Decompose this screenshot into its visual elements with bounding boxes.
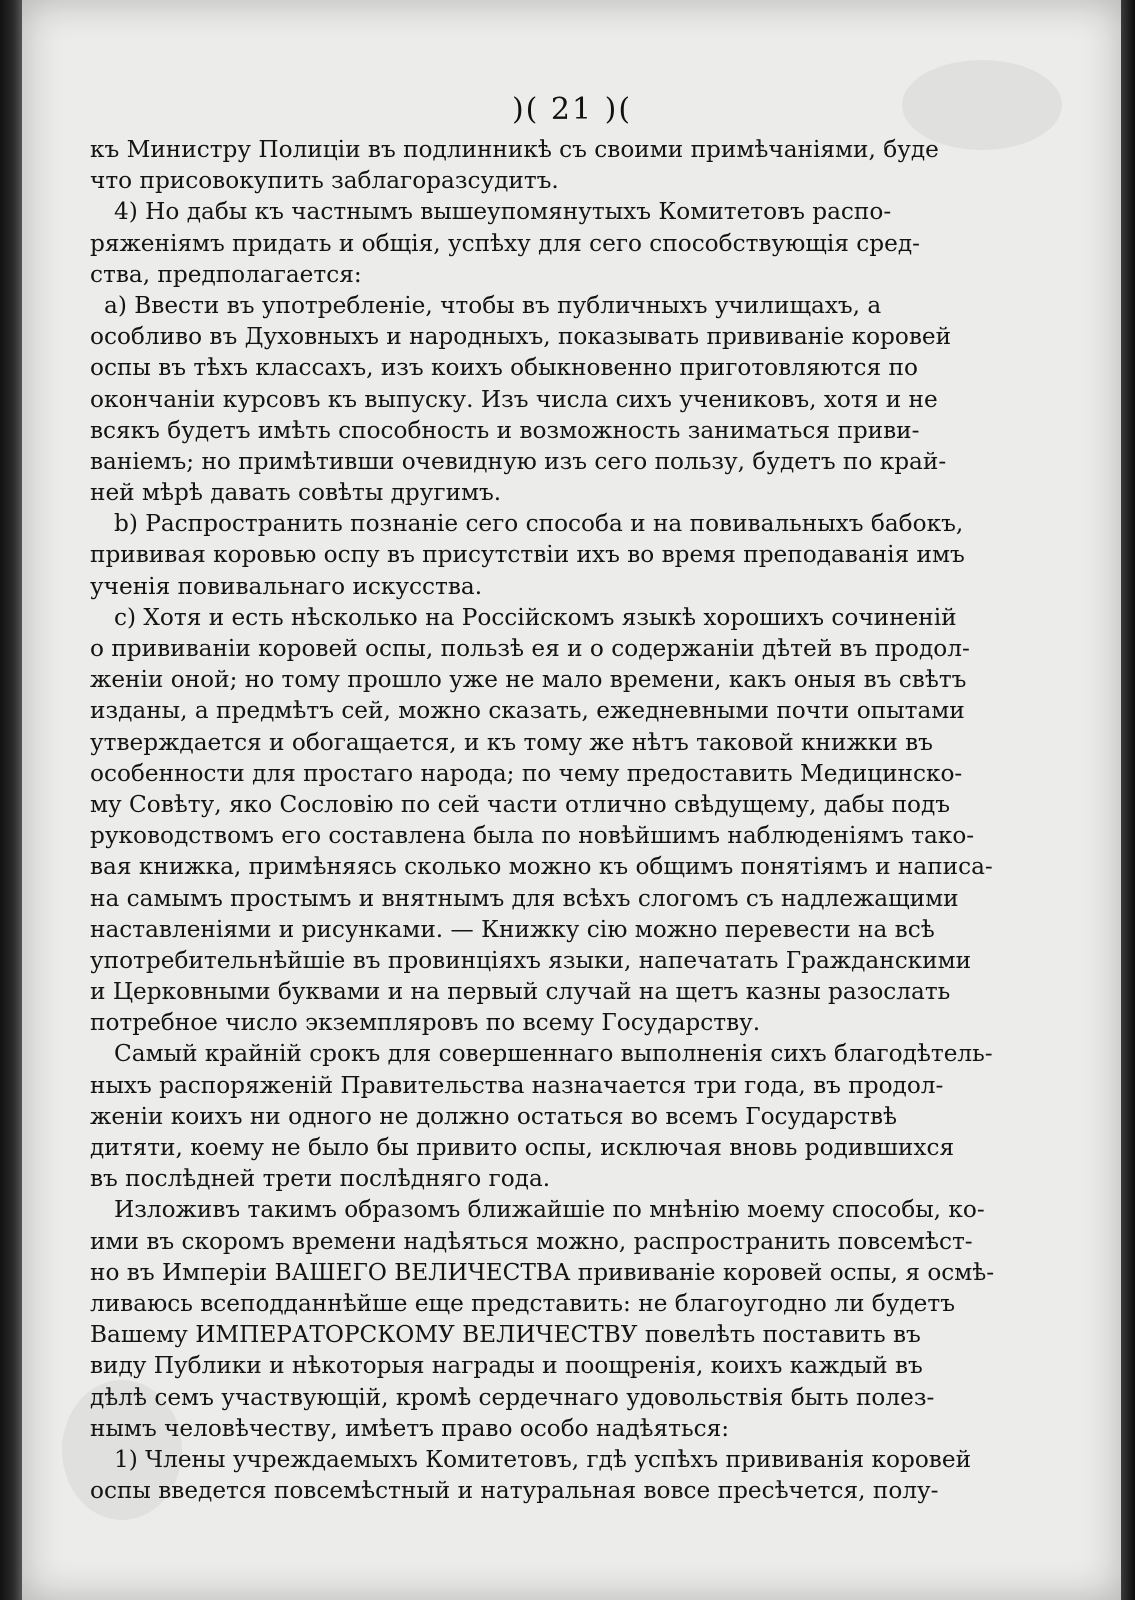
text-line: руководствомъ его составлена была по новѣйшимъ наблюденіямъ тако-	[90, 822, 975, 850]
text-line: но въ Имперіи ВАШЕГО ВЕЛИЧЕСТВА прививаніе коровей оспы, я осмѣ-	[90, 1258, 995, 1286]
text-line: 4) Но дабы къ частнымъ вышеупомянутыхъ Комитетовъ распо-	[114, 198, 892, 226]
text-line: нымъ человѣчеству, имѣетъ право особо надѣяться:	[90, 1414, 730, 1442]
text-line: всякъ будетъ имѣть способность и возможность заниматься приви-	[90, 416, 920, 444]
text-line: употребительнѣйшіе въ провинціяхъ языки, напечатать Гражданскими	[90, 946, 972, 974]
text-line: къ Министру Полиціи въ подлинникѣ съ своими примѣчаніями, буде	[90, 136, 939, 163]
text-line: ими въ скоромъ времени надѣяться можно, распространить повсемѣст-	[90, 1227, 973, 1255]
text-line: о прививаніи коровей оспы, пользѣ ея и о содержаніи дѣтей въ продол-	[90, 635, 970, 662]
text-line: a) Ввести въ употребленіе, чтобы въ публичныхъ училищахъ, а	[104, 291, 882, 319]
text-line: ряженіямъ придать и общія, успѣху для сего способствующія сред-	[90, 229, 920, 257]
text-line: что присовокупить заблагоразсудитъ.	[90, 167, 559, 195]
text-line: потребное число экземпляровъ по всему Государству.	[90, 1009, 761, 1037]
text-line: наставленіями и рисунками. — Книжку сію можно перевести на всѣ	[90, 915, 935, 943]
text-line: Самый крайній срокъ для совершеннаго выполненія сихъ благодѣтель-	[114, 1040, 993, 1068]
text-line: изданы, а предмѣтъ сей, можно сказать, ежедневными почти опытами	[90, 697, 965, 725]
text-line: дитяти, коему не было бы привито оспы, исключая вновь родившихся	[90, 1134, 955, 1161]
text-line: особливо въ Духовныхъ и народныхъ, показывать прививаніе коровей	[90, 323, 952, 351]
text-line: ней мѣрѣ давать совѣты другимъ.	[90, 479, 502, 507]
text-line: прививая коровью оспу въ присутствіи ихъ во время преподаванія имъ	[90, 541, 965, 569]
body-text	[90, 134, 1036, 1506]
text-line: окончаніи курсовъ къ выпуску. Изъ числа сихъ учениковъ, хотя и не	[90, 385, 938, 413]
text-line: виду Публики и нѣкоторыя награды и поощренія, коихъ каждый въ	[90, 1352, 923, 1380]
scan-edge-left	[0, 0, 22, 1600]
page-number: )( 21 )(	[511, 92, 633, 127]
text-line: вая книжка, примѣняясь сколько можно къ общимъ понятіямъ и написа-	[90, 853, 993, 881]
text-line: ныхъ распоряженій Правительства назначается три года, въ продол-	[90, 1071, 944, 1099]
text-line: въ послѣдней трети послѣдняго года.	[90, 1165, 551, 1193]
text-line: оспы введется повсемѣстный и натуральная вовсе пресѣчется, полу-	[90, 1477, 939, 1505]
text-line: утверждается и обогащается, и къ тому же нѣтъ таковой книжки въ	[90, 728, 933, 756]
text-line: ства, предполагается:	[90, 260, 362, 288]
text-line: женіи коихъ ни одного не должно остаться во всемъ Государствѣ	[90, 1102, 897, 1130]
text-line: Вашему ИМПЕРАТОРСКОМУ ВЕЛИЧЕСТВУ повелѣть поставить въ	[90, 1321, 921, 1349]
document-page	[22, 0, 1122, 1600]
text-line: дѣлѣ семъ участвующій, кромѣ сердечнаго удовольствія быть полез-	[90, 1383, 935, 1411]
text-line: женіи оной; но тому прошло уже не мало времени, какъ оныя въ свѣтъ	[90, 666, 967, 694]
text-line: оспы въ тѣхъ классахъ, изъ коихъ обыкновенно приготовляются по	[90, 354, 918, 382]
text-line: ливаюсь всеподданнѣйше еще представить: не благоугодно ли будетъ	[90, 1289, 955, 1317]
text-line: и Церковными буквами и на первый случай на щетъ казны разослать	[90, 978, 951, 1006]
text-line: ваніемъ; но примѣтивши очевидную изъ сего пользу, будетъ по край-	[90, 447, 947, 475]
text-line: му Совѣту, яко Сословію по сей части отлично свѣдущему, дабы подъ	[90, 790, 951, 818]
text-line: Изложивъ такимъ образомъ ближайшіе по мнѣнію моему способы, ко-	[114, 1196, 985, 1224]
text-line: особенности для простаго народа; по чему предоставить Медицинско-	[90, 759, 963, 787]
text-line: c) Хотя и есть нѣсколько на Россійскомъ языкѣ хорошихъ сочиненій	[114, 603, 957, 631]
text-line: ученія повивальнаго искусства.	[90, 572, 483, 600]
text-line: 1) Члены учреждаемыхъ Комитетовъ, гдѣ успѣхъ прививанія коровей	[114, 1445, 972, 1473]
text-line: b) Распространить познаніе сего способа и на повивальныхъ бабокъ,	[114, 510, 964, 538]
scan-edge-right	[1121, 0, 1135, 1600]
text-line: на самымъ простымъ и внятнымъ для всѣхъ слогомъ съ надлежащими	[90, 884, 959, 912]
